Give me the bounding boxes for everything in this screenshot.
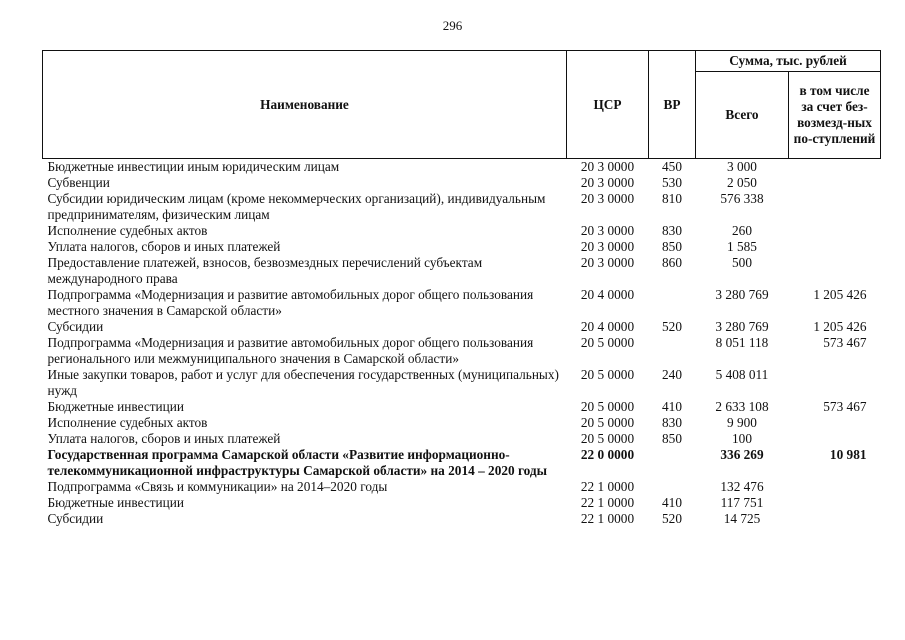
row-free <box>789 191 881 223</box>
row-free <box>789 367 881 399</box>
row-total: 5 408 011 <box>715 367 769 382</box>
row-total: 14 725 <box>723 511 761 526</box>
row-csr: 20 5 0000 <box>580 415 635 430</box>
row-free: 573 467 <box>823 335 867 350</box>
row-csr: 20 3 0000 <box>580 255 635 270</box>
row-name: Уплата налогов, сборов и иных платежей <box>47 239 281 254</box>
row-total: 3 280 769 <box>715 319 769 334</box>
row-csr: 20 3 0000 <box>580 223 635 238</box>
row-csr: 20 5 0000 <box>580 335 635 350</box>
table-row <box>43 159 881 176</box>
row-vr <box>649 447 696 479</box>
table-row <box>43 415 881 431</box>
row-csr: 22 1 0000 <box>580 495 635 510</box>
row-csr: 22 0 0000 <box>580 447 635 462</box>
budget-table <box>42 50 881 527</box>
row-name: Уплата налогов, сборов и иных платежей <box>47 431 281 446</box>
table-row <box>43 399 881 415</box>
row-name: Бюджетные инвестиции <box>47 495 185 510</box>
row-total: 336 269 <box>720 447 764 462</box>
row-vr: 860 <box>662 255 682 270</box>
row-name: Бюджетные инвестиции иным юридическим лицам <box>47 159 340 174</box>
table-row <box>43 239 881 255</box>
row-vr: 450 <box>662 159 682 174</box>
row-name: Бюджетные инвестиции <box>47 399 185 414</box>
table-row <box>43 175 881 191</box>
row-total: 100 <box>732 431 752 446</box>
table-row <box>43 319 881 335</box>
row-total: 8 051 118 <box>715 335 769 350</box>
row-name: Субсидии <box>47 511 104 526</box>
row-vr: 830 <box>662 223 682 238</box>
row-free <box>789 159 881 176</box>
row-vr: 810 <box>662 191 682 206</box>
header-csr: ЦСР <box>567 51 649 159</box>
table-row <box>43 431 881 447</box>
table-row <box>43 495 881 511</box>
row-csr: 20 5 0000 <box>580 367 635 382</box>
row-csr: 20 4 0000 <box>580 319 635 334</box>
row-name: Подпрограмма «Связь и коммуникации» на 2014–2020 годы <box>47 479 388 494</box>
row-total: 1 585 <box>727 239 757 254</box>
row-name: Государственная программа Самарской области «Развитие информационно-телекоммуникационной инфраструктуры Самарской области» на 2014 – 2020 годы <box>47 447 548 478</box>
header-free: в том числе за счет без-возмезд-ных по-ступлений <box>789 72 881 159</box>
row-csr: 20 3 0000 <box>580 239 635 254</box>
row-vr <box>649 287 696 319</box>
row-total: 576 338 <box>720 191 764 206</box>
row-csr: 20 4 0000 <box>580 287 635 302</box>
row-csr: 22 1 0000 <box>580 479 635 494</box>
table-row <box>43 335 881 367</box>
row-free: 10 981 <box>829 447 867 462</box>
table-row <box>43 255 881 287</box>
row-total: 3 000 <box>727 159 757 174</box>
header-vr: ВР <box>649 51 696 159</box>
table-row <box>43 447 881 479</box>
row-total: 132 476 <box>720 479 764 494</box>
header-name: Наименование <box>43 51 567 159</box>
row-name: Исполнение судебных актов <box>47 415 208 430</box>
row-csr: 20 5 0000 <box>580 399 635 414</box>
row-total: 500 <box>732 255 752 270</box>
table-row <box>43 223 881 239</box>
row-vr: 850 <box>662 431 682 446</box>
table-row <box>43 511 881 527</box>
row-name: Исполнение судебных актов <box>47 223 208 238</box>
row-free <box>789 255 881 287</box>
row-csr: 20 3 0000 <box>580 191 635 206</box>
row-name: Субсидии юридическим лицам (кроме некоммерческих организаций), индивидуальным предпринимателям, физическим лицам <box>47 191 546 222</box>
row-csr: 22 1 0000 <box>580 511 635 526</box>
header-total: Всего <box>696 72 789 159</box>
row-free <box>789 431 881 447</box>
row-free: 1 205 426 <box>813 287 867 302</box>
row-free <box>789 479 881 495</box>
row-total: 260 <box>732 223 752 238</box>
row-total: 2 633 108 <box>715 399 769 414</box>
row-name: Субсидии <box>47 319 104 334</box>
row-free <box>789 223 881 239</box>
row-vr <box>649 479 696 495</box>
table-row <box>43 479 881 495</box>
row-free <box>789 175 881 191</box>
row-total: 3 280 769 <box>715 287 769 302</box>
table-row <box>43 191 881 223</box>
row-free <box>789 415 881 431</box>
row-vr: 410 <box>662 495 682 510</box>
row-free <box>789 495 881 511</box>
row-vr: 850 <box>662 239 682 254</box>
row-free <box>789 239 881 255</box>
row-total: 117 751 <box>720 495 764 510</box>
row-vr: 410 <box>662 399 682 414</box>
row-vr <box>649 335 696 367</box>
row-name: Субвенции <box>47 175 110 190</box>
row-total: 9 900 <box>727 415 757 430</box>
row-free: 1 205 426 <box>813 319 867 334</box>
table-body <box>43 159 881 528</box>
row-vr: 520 <box>662 319 682 334</box>
row-name: Подпрограмма «Модернизация и развитие автомобильных дорог общего пользования регионального или межмуниципального значения в Самарской области» <box>47 335 534 366</box>
row-free <box>789 511 881 527</box>
header-sum: Сумма, тыс. рублей <box>696 51 881 72</box>
row-name: Предоставление платежей, взносов, безвозмездных перечислений субъектам международного права <box>47 255 483 286</box>
row-vr: 530 <box>662 175 682 190</box>
row-vr: 520 <box>662 511 682 526</box>
table-row <box>43 287 881 319</box>
row-vr: 240 <box>662 367 682 382</box>
row-csr: 20 3 0000 <box>580 159 635 174</box>
row-csr: 20 5 0000 <box>580 431 635 446</box>
table-row <box>43 367 881 399</box>
row-csr: 20 3 0000 <box>580 175 635 190</box>
row-name: Иные закупки товаров, работ и услуг для обеспечения государственных (муниципальных) нужд <box>47 367 559 398</box>
row-total: 2 050 <box>727 175 757 190</box>
row-free: 573 467 <box>823 399 867 414</box>
row-vr: 830 <box>662 415 682 430</box>
row-name: Подпрограмма «Модернизация и развитие автомобильных дорог общего пользования местного значения в Самарской области» <box>47 287 534 318</box>
page-number: 296 <box>442 18 463 33</box>
table-header <box>43 51 881 159</box>
